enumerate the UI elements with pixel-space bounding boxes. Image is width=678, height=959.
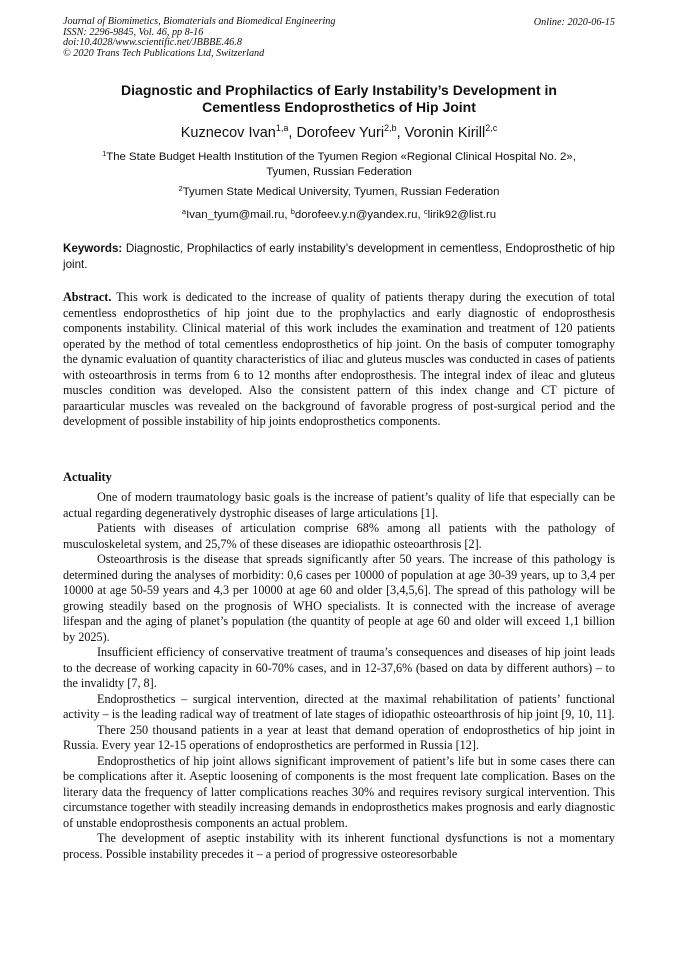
email-link[interactable]: lirik92@list.ru [427,209,497,221]
section-body [63,490,615,862]
paragraph: One of modern traumatology basic goals is the increase of patient’s quality of life that especially can be actual regarding degeneratively dystrophic diseases of large articulations [1]. [63,490,615,520]
affiliation-1: $^1$The State Budget Health Institution of the Tyumen Region «Regional Clinical Hospital No. 2», Tyumen, Russian Federation [102,149,576,178]
abstract-text: This work is dedicated to the increase of quality of patients therapy during the execution of total cementless endoprosthetics of hip joint due to the prophylactics and early diagnostic of endoprosthesis components instability. Clinical material of this work includes the examination and treatment of 120 patients operated by the method of total cementless endoprosthetics of hip joint. On the basis of computer tomography the dynamic evaluation of quantity characteristics of iliac and gluteus muscles was conducted in cases of patients with osteoarthrosis in terms from 6 to 12 months after endoprosthesis. The integral index of ileac and gluteus muscles condition was developed. Also the consistent pattern of this index change and CT picture of paraarticular muscles was revealed on the background of favorable progress of post-surgical period and the development of possible instability of hip joints endoprosthetics components. [63,290,615,428]
journal-header [63,17,615,59]
keywords-label: Keywords: [63,242,123,255]
email-link[interactable]: Ivan_tyum@mail.ru [186,209,285,221]
abstract [63,290,615,430]
author-sup: 2,c [485,123,498,133]
paragraph: Insufficient efficiency of conservative treatment of trauma’s consequences and diseases of hip joint leads to the decrease of working capacity in 60-70% cases, and in 12-37,6% (based on data by different authors) – to the invalidty [7, 8]. [63,645,615,690]
keywords [63,241,615,272]
title-line-2: Cementless Endoprosthetics of Hip Joint [202,99,476,115]
journal-copyright: © 2020 Trans Tech Publications Ltd, Switzerland [63,47,265,59]
affiliation-sup: 2 [178,184,183,193]
paper-title [63,82,615,116]
author-name: Kuznecov Ivan [180,125,276,141]
author-list: Kuznecov Ivan$^{1,a}$, Dorofeev Yuri$^{2,b}$, Voronin Kirill$^{2,c}$ [180,123,498,141]
author-name: Dorofeev Yuri [296,125,385,141]
paragraph: The development of aseptic instability with its inherent functional dysfunctions is not a momentary process. Possible instability precedes it – a period of progressive osteoresorbable [63,831,615,861]
affiliation-2: $^2$Tyumen State Medical University, Tyumen, Russian Federation [178,184,500,198]
online-date: Online: 2020-06-15 [533,17,615,28]
author-name: Voronin Kirill [404,125,486,141]
paragraph: Patients with diseases of articulation comprise 68% among all patients with the pathology of musculoskeletal system, and 25,7% of these diseases are idiopathic osteoarthrosis [2]. [63,521,615,551]
paragraph: There 250 thousand patients in a year at least that demand operation of endoprosthetics of hip joint in Russia. Every year 12-15 operations of endoprosthetics are performed in Russia [12]. [63,722,615,752]
author-sup: 2,b [384,123,397,133]
author-emails: $^a$Ivan_tyum@mail.ru, $^b$dorofeev.y.n@yandex.ru, $^c$lirik92@list.ru [181,207,497,221]
journal-issn: ISSN: 2296-9845, Vol. 46, pp 8-16 [63,26,204,38]
title-line-1: Diagnostic and Prophilactics of Early Instability’s Development in [121,82,557,98]
author-sup: 1,a [275,123,289,133]
affiliation-sup: 1 [102,149,107,158]
paragraph: Endoprosthetics – surgical intervention, directed at the maximal rehabilitation of patients’ functional activity – is the leading radical way of treatment of late stages of idiopathic osteoarthrosis of hip joint [9, 10, 11]. [63,691,615,721]
paragraph: Osteoarthrosis is the disease that spreads significantly after 50 years. The increase of this pathology is determined during the analyses of morbidity: 0,6 cases per 10000 of population at age 30-39 years, up to 3,4 per 10000 at age 50-59 years and 4,3 per 10000 at age 60 and older [3,4,5,6]. The spread of this pathology will be growing steadily based on the prognosis of WHO specialists. It is connected with the increase of average lifespan and the aging of planet’s population (the quantity of people at age 60 and older will exceed 1,1 billion by 2025). [63,552,615,644]
paragraph: Endoprosthetics of hip joint allows significant improvement of patient’s life but in some cases there can be complications after it. Aseptic loosening of components is the most frequent late complication. Bases on the literary data the frequency of latter complications reaches 30% and requires revisory surgical intervention. This circumstance together with steadily increasing demands in endoprosthetics makes prognosis and early diagnostic of unstable endoprosthesis components an actual problem. [63,753,615,830]
email-link[interactable]: dorofeev.y.n@yandex.ru [294,209,418,221]
journal-name: Journal of Biomimetics, Biomaterials and Biomedical Engineering [63,16,336,27]
abstract-label: Abstract. [63,290,112,304]
section-heading: Actuality [63,470,112,484]
keywords-text: Diagnostic, Prophilactics of early instability’s development in cementless, Endoprosthetic of hip joint. [63,242,615,271]
journal-doi[interactable]: doi:10.4028/www.scientific.net/JBBBE.46.8 [63,37,242,48]
